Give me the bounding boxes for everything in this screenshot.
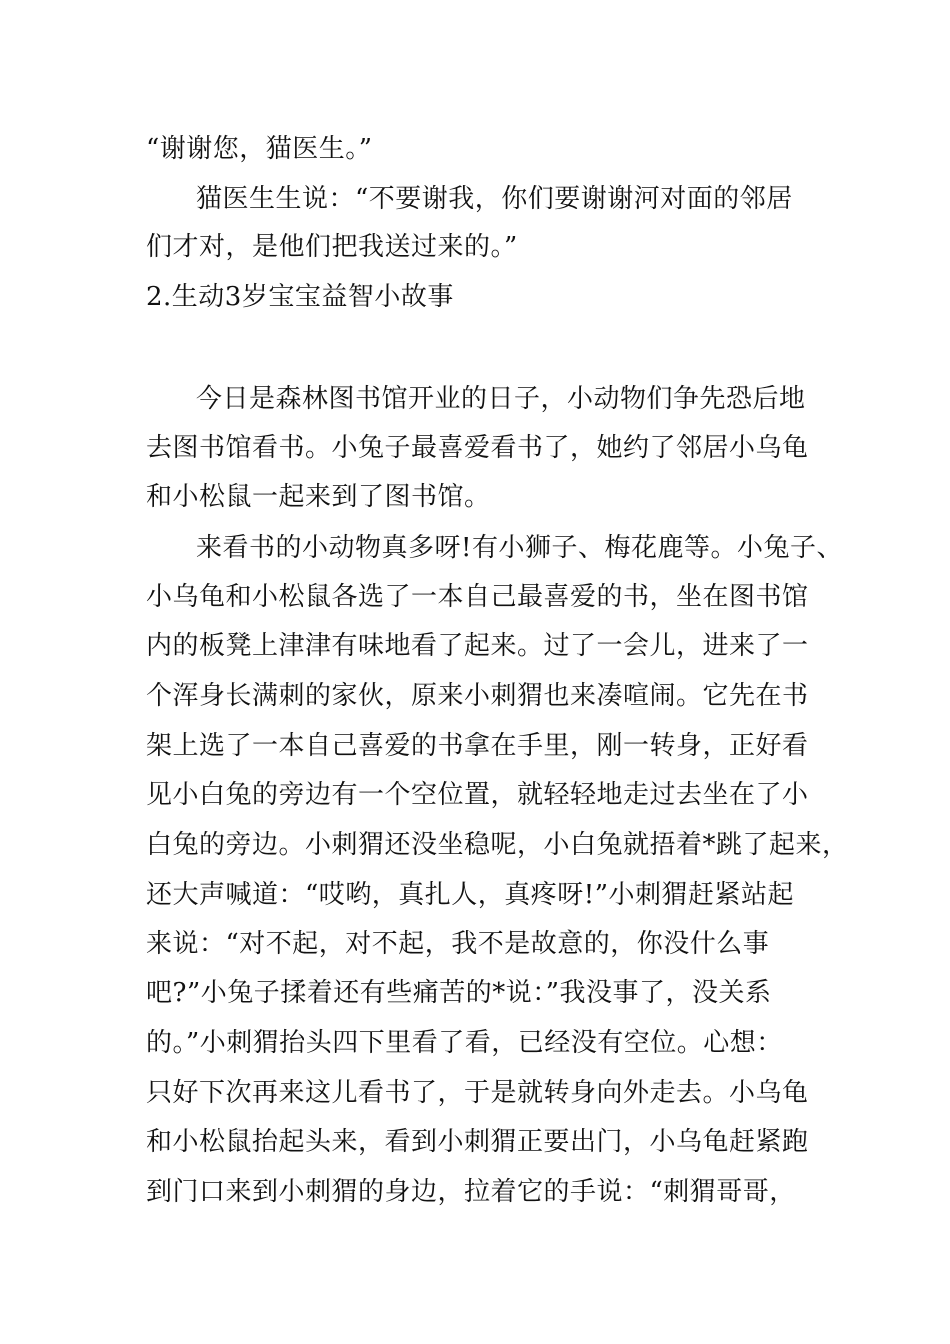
text-line-17: 吧?”小兔子揉着还有些痛苦的*说：”我没事了，没关系 [146, 978, 772, 1008]
section-heading: 2.生动3岁宝宝益智小故事 [146, 282, 454, 312]
text-line-14: 白兔的旁边。小刺猬还没坐稳呢，小白兔就捂着*跳了起来， [146, 830, 849, 860]
text-line-10: 内的板凳上津津有味地看了起来。过了一会儿，进来了一 [146, 631, 809, 661]
text-line-19: 只好下次再来这儿看书了，于是就转身向外走去。小乌龟 [146, 1078, 809, 1108]
text-line-7: 和小松鼠一起来到了图书馆。 [146, 482, 491, 512]
text-line-16: 来说：“对不起，对不起，我不是故意的，你没什么事 [146, 929, 770, 959]
text-line-11: 个浑身长满刺的家伙，原来小刺猬也来凑喧闹。它先在书 [146, 681, 809, 711]
text-line-13: 见小白兔的旁边有一个空位置，就轻轻地走过去坐在了小 [146, 780, 809, 810]
text-line-20: 和小松鼠抬起头来，看到小刺猬正要出门，小乌龟赶紧跑 [146, 1127, 809, 1157]
text-line-15: 还大声喊道：“哎哟，真扎人，真疼呀!”小刺猬赶紧站起 [146, 880, 795, 910]
text-line-12: 架上选了一本自己喜爱的书拿在手里，刚一转身，正好看 [146, 731, 809, 761]
text-line-18: 的。”小刺猬抬头四下里看了看，已经没有空位。心想： [146, 1028, 783, 1058]
text-line-3: 们才对，是他们把我送过来的。” [146, 232, 518, 262]
text-line-1: “谢谢您，猫医生。” [146, 134, 373, 164]
text-line-5: 今日是森林图书馆开业的日子，小动物们争先恐后地 [196, 384, 806, 414]
text-line-9: 小乌龟和小松鼠各选了一本自己最喜爱的书，坐在图书馆 [146, 582, 809, 612]
text-line-6: 去图书馆看书。小兔子最喜爱看书了，她约了邻居小乌龟 [146, 433, 809, 463]
text-line-2: 猫医生生说：“不要谢我，你们要谢谢河对面的邻居 [196, 184, 793, 214]
text-line-8: 来看书的小动物真多呀!有小狮子、梅花鹿等。小兔子、 [196, 533, 843, 563]
text-line-21: 到门口来到小刺猬的身边，拉着它的手说：“刺猬哥哥， [146, 1177, 796, 1207]
